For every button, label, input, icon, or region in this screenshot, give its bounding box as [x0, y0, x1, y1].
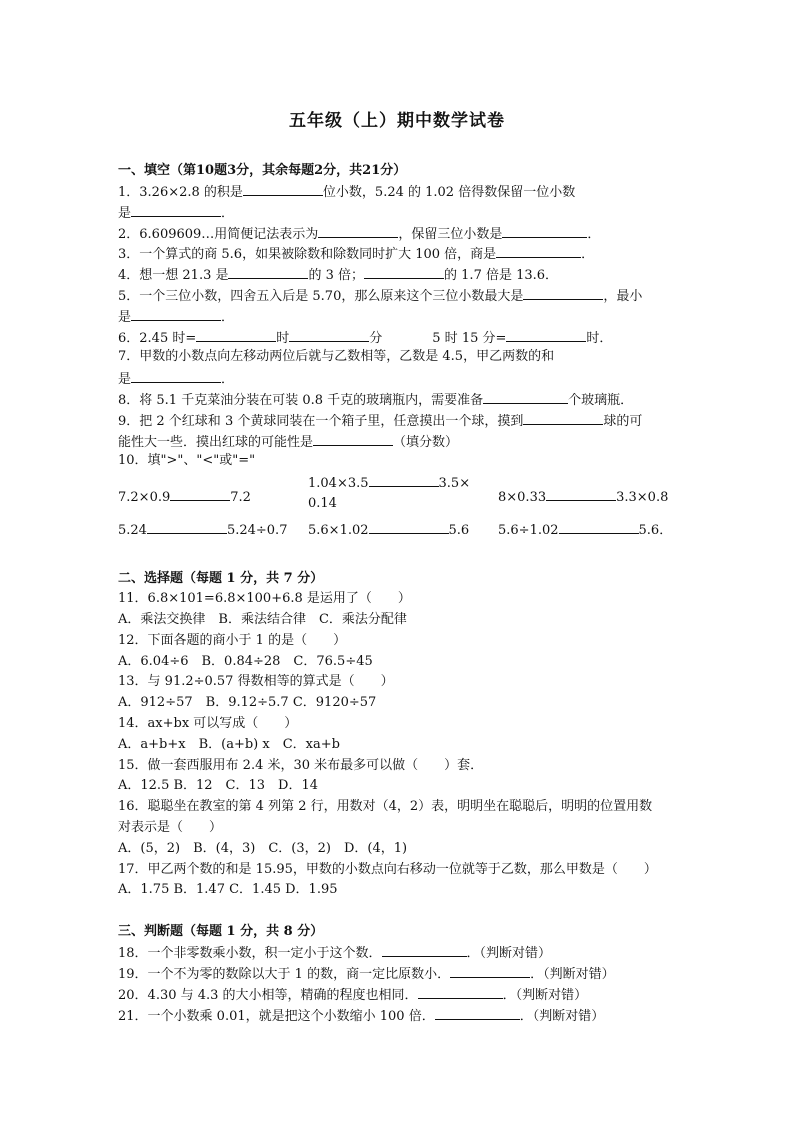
choice-options[interactable]: A．a+b+x B．(a+b) x C．xa+b	[118, 736, 340, 752]
question-7: 7．甲数的小数点向左移动两位后就与乙数相等，乙数是 4.5，甲乙两数的和	[118, 349, 555, 365]
compare-item: 8×0.33 3.3×0.8	[498, 482, 668, 513]
answer-blank[interactable]	[546, 486, 616, 501]
choice-line-cont: 对表示是（ ）	[118, 819, 223, 835]
choice-line: 13．与 91.2÷0.57 得数相等的算式是（ ）	[118, 674, 394, 690]
question-8: 8．将 5.1 千克菜油分装在可装 0.8 千克的玻璃瓶内，需要准备 个玻璃瓶．	[118, 389, 688, 410]
answer-blank[interactable]	[418, 984, 503, 999]
section-judge-header: 三、判断题（每题 1 分，共 8 分）	[118, 924, 324, 940]
compare-row-1	[118, 476, 688, 513]
compare-item: 5.6÷1.02 5.6．	[498, 515, 672, 546]
compare-item: 1.04×3.5 3.5× 0.14	[308, 472, 470, 503]
question-9-cont: 能性大一些．摸出红球的可能性是 （填分数）	[118, 431, 688, 452]
question-1-cont: 是 ．	[118, 202, 688, 223]
answer-blank[interactable]	[289, 327, 369, 342]
answer-blank[interactable]	[559, 519, 639, 534]
question-1: 1．3.26×2.8 的积是 位小数，5.24 的 1.02 倍得数保留一位小数	[118, 181, 688, 202]
answer-blank[interactable]	[243, 181, 323, 196]
answer-blank[interactable]	[483, 389, 568, 404]
answer-blank[interactable]	[450, 963, 530, 978]
choice-line: 12．下面各题的商小于 1 的是（ ）	[118, 632, 347, 648]
answer-blank[interactable]	[523, 285, 603, 300]
question-19: 19．一个不为零的数除以大于 1 的数，商一定比原数小． ．（判断对错）	[118, 963, 688, 984]
answer-blank[interactable]	[131, 368, 221, 383]
answer-blank[interactable]	[435, 1005, 520, 1020]
compare-item: 5.6×1.02 5.6	[308, 515, 469, 546]
question-21: 21．一个小数乘 0.01，就是把这个小数缩小 100 倍． ．（判断对错）	[118, 1005, 688, 1026]
answer-blank[interactable]	[147, 519, 227, 534]
compare-item: 7.2×0.9 7.2	[118, 482, 251, 513]
section-fill-in-header: 一、填空（第10题3分，其余每题2分，共21分）	[118, 163, 407, 178]
question-7-cont: 是 ．	[118, 368, 688, 389]
answer-blank[interactable]	[502, 223, 587, 238]
question-5: 5．一个三位小数，四舍五入后是 5.70，那么原来这个三位小数最大是 ，最小	[118, 285, 688, 306]
choice-options[interactable]: A．1.75 B．1.47 C．1.45 D．1.95	[118, 882, 338, 898]
answer-blank[interactable]	[364, 264, 444, 279]
answer-blank[interactable]	[523, 410, 603, 425]
compare-item: 5.24 5.24÷0.7	[118, 515, 287, 546]
answer-blank[interactable]	[369, 472, 439, 487]
question-9: 9．把 2 个红球和 3 个黄球同装在一个箱子里，任意摸出一个球，摸到 球的可	[118, 410, 688, 431]
compare-row-2	[118, 515, 688, 546]
answer-blank[interactable]	[131, 202, 221, 217]
question-5-cont: 是 ．	[118, 306, 688, 327]
answer-blank[interactable]	[318, 223, 398, 238]
choice-line: 11．6.8×101=6.8×100+6.8 是运用了（ ）	[118, 591, 411, 607]
answer-blank[interactable]	[313, 431, 393, 446]
exam-content	[118, 160, 688, 1025]
question-3: 3．一个算式的商 5.6，如果被除数和除数同时扩大 100 倍，商是 ．	[118, 243, 688, 264]
answer-blank[interactable]	[131, 306, 221, 321]
choice-line: 15．做一套西服用布 2.4 米，30 米布最多可以做（ ）套．	[118, 757, 484, 773]
choice-options[interactable]: A．(5，2) B．(4，3) C．(3，2) D．(4，1)	[118, 840, 408, 856]
answer-blank[interactable]	[170, 486, 230, 501]
page-title: 五年级（上）期中数学试卷	[289, 111, 505, 131]
question-4: 4．想一想 21.3 是 的 3 倍； 的 1.7 倍是 13.6．	[118, 264, 688, 285]
choice-options[interactable]: A．912÷57 B．9.12÷5.7 C．9120÷57	[118, 695, 377, 711]
question-18: 18．一个非零数乘小数，积一定小于这个数． ．（判断对错）	[118, 942, 688, 963]
question-2: 2．6.609609…用简便记法表示为 ，保留三位小数是 ．	[118, 223, 688, 244]
section-choice-header: 二、选择题（每题 1 分，共 7 分）	[118, 571, 324, 587]
question-10: 10．填">"、"<"或"="	[118, 453, 256, 469]
choice-line: 17．甲乙两个数的和是 15.95，甲数的小数点向右移动一位就等于乙数，那么甲数是（ ）	[118, 861, 657, 877]
choice-line: 14．ax+bx 可以写成（ ）	[118, 715, 298, 731]
answer-blank[interactable]	[382, 942, 467, 957]
answer-blank[interactable]	[496, 243, 581, 258]
choice-options[interactable]: A．6.04÷6 B．0.84÷28 C．76.5÷45	[118, 653, 373, 669]
choice-options[interactable]: A．乘法交换律 B．乘法结合律 C．乘法分配律	[118, 611, 407, 627]
answer-blank[interactable]	[196, 327, 276, 342]
choice-options[interactable]: A．12.5 B．12 C．13 D．14	[118, 778, 319, 794]
question-20: 20．4.30 与 4.3 的大小相等，精确的程度也相同． ．（判断对错）	[118, 984, 688, 1005]
answer-blank[interactable]	[228, 264, 308, 279]
choice-line: 16．聪聪坐在教室的第 4 列第 2 行，用数对（4，2）表，明明坐在聪聪后，明明的位置用数	[118, 799, 653, 815]
answer-blank[interactable]	[506, 327, 586, 342]
answer-blank[interactable]	[369, 519, 449, 534]
question-6: 6．2.45 时= 时 分 5 时 15 分= 时．	[118, 327, 688, 348]
